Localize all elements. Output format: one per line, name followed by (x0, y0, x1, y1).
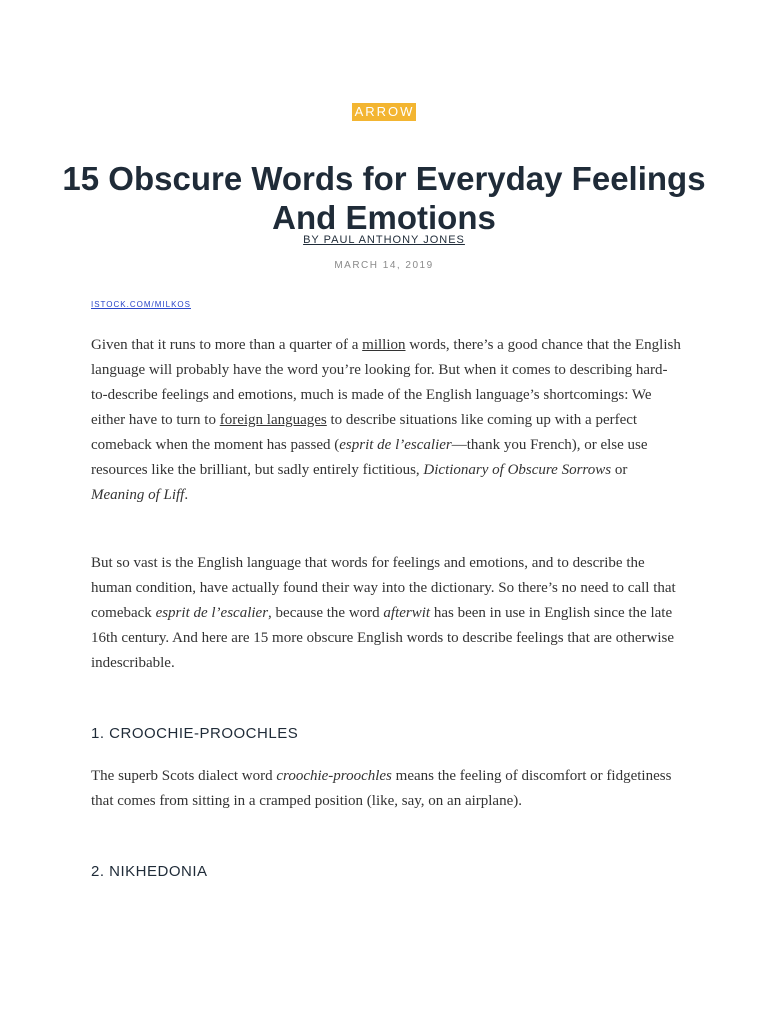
paragraph-text: —thank you French), or else use resources like the brilliant, but sadly entirely fictitious, (91, 437, 648, 478)
paragraph-text: , because the word (268, 605, 384, 621)
publish-date: MARCH 14, 2019 (334, 260, 434, 271)
emphasis-text: croochie-proochles (276, 768, 392, 784)
emphasis-text: esprit de l’escalier (339, 437, 452, 453)
emphasis-text: Meaning of Liff (91, 487, 185, 503)
paragraph-text: Given that it runs to more than a quarter of a (91, 337, 363, 353)
byline (0, 233, 768, 247)
author-link[interactable]: BY PAUL ANTHONY JONES (303, 234, 465, 246)
emphasis-text: afterwit (383, 605, 431, 621)
paragraph-text: or (611, 462, 628, 478)
section-heading-nikhedonia: 2. NIKHEDONIA (91, 863, 208, 880)
paragraph-text: But so vast is the English language that words for feelings and emotions, and to describe the human condition, have actually found their way into the dictionary. So there’s no need to call that comeback (91, 555, 676, 621)
paragraph-text: words, there’s a good chance that the English language will probably have the word you’re looking for. But when it comes to describing hard-to-describe feelings and emotions, much is made of the English language’s shortcomings: We either have to turn to (91, 337, 681, 428)
image-credit-link[interactable]: ISTOCK.COM/MILKOS (91, 300, 191, 309)
million-link[interactable]: million (362, 337, 406, 353)
category-tag[interactable]: ARROW (352, 103, 417, 121)
paragraph-text: has been in use in English since the late 16th century. And here are 15 more obscure English words to describe feelings that are otherwise indescribable. (91, 605, 675, 671)
emphasis-text: Dictionary of Obscure Sorrows (423, 462, 612, 478)
paragraph-text: . (184, 487, 189, 503)
croochie-proochles-paragraph (91, 764, 681, 814)
paragraph-text: The superb Scots dialect word (91, 768, 277, 784)
category-tag-wrap (0, 101, 768, 121)
paragraph-text: means the feeling of discomfort or fidgetiness that comes from sitting in a cramped position (like, say, on an airplane). (91, 768, 672, 809)
paragraph-text: to describe situations like coming up with a perfect comeback when the moment has passed ( (91, 412, 638, 453)
second-paragraph (91, 551, 681, 676)
intro-paragraph (91, 333, 681, 508)
section-heading-croochie-proochles: 1. CROOCHIE-PROOCHLES (91, 725, 299, 742)
article-title: 15 Obscure Words for Everyday Feelings And Emotions (62, 160, 706, 236)
image-credit (91, 299, 191, 311)
emphasis-text: esprit de l’escalier (155, 605, 269, 621)
foreign-languages-link[interactable]: foreign languages (219, 412, 327, 428)
